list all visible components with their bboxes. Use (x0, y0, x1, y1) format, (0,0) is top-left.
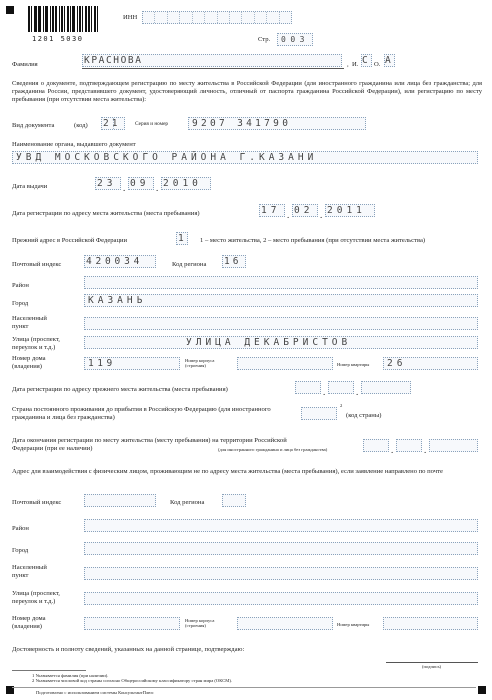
prev-reg-day-field[interactable] (295, 381, 321, 394)
locality-label: Населенный пункт (12, 315, 47, 330)
footer-separator (12, 687, 476, 688)
end-reg-label: Дата окончания регистрации по месту жительства (месту пребывания) на территории Российской Федерации (при ее наличии) (12, 437, 287, 452)
postcode-field-2[interactable] (84, 494, 156, 507)
doc-type-label: Вид документа (12, 122, 55, 129)
issue-year: 2010 (163, 178, 202, 189)
date-dot: . (323, 387, 326, 397)
flat-label: Номер квартиры (337, 362, 370, 367)
reg-month: 02 (294, 205, 314, 216)
reg-day: 17 (261, 205, 281, 216)
barcode-number: 1201 5030 (32, 35, 84, 43)
end-reg-year-field[interactable] (429, 439, 478, 452)
inn-label: ИНН (123, 14, 138, 21)
date-dot: . (320, 210, 323, 220)
flat-field-2[interactable] (383, 617, 478, 630)
street-value: УЛИЦА ДЕКАБРИСТОВ (186, 337, 352, 348)
barcode (28, 6, 98, 32)
surname-value: КРАСНОВА (84, 55, 143, 66)
corner-marker-top-left (6, 6, 14, 14)
footnote-2: 2 Указывается числовой код страны согласно Общероссийскому классификатору стран мира (ОКСМ). (32, 678, 233, 683)
house-label: Номер дома (владения) (12, 355, 46, 370)
initials-letter-i: И. (352, 61, 359, 68)
surname-underline (82, 68, 344, 69)
issuer-label: Наименование органа, выдавшего документ (12, 141, 136, 148)
end-reg-sub: (для иностранного гражданина и лица без гражданства) (218, 447, 328, 452)
region-label: Код региона (172, 261, 207, 268)
house-label-2: Номер дома (владения) (12, 615, 46, 630)
initials-label-1: , (347, 61, 349, 68)
issuer-value: УВД МОСКОВСКОГО РАЙОНА Г.КАЗАНИ (16, 152, 318, 163)
country-code-label: (код страны) (346, 412, 382, 419)
locality-field[interactable] (84, 317, 478, 330)
initial-2-value: А (385, 55, 393, 66)
locality-label-2: Населенный пункт (12, 564, 47, 579)
district-label-2: Район (12, 525, 29, 532)
house-field-2[interactable] (84, 617, 180, 630)
page-label: Стр. (258, 36, 271, 43)
issue-date-label: Дата выдачи (12, 183, 48, 190)
doc-type-value: 21 (103, 118, 121, 129)
region-field-2[interactable] (222, 494, 246, 507)
city-value: КАЗАНЬ (88, 295, 147, 306)
intro-paragraph: Сведения о документе, подтверждающем регистрацию по месту жительства в Российской Федерации (для иностранного гражданина или лица без гражданства; для гражданина России, представившего документ, удостоверяющий личность, отличный от паспорта гражданина Российской Федерации), или регистрацию по месту пребывания (при отсутствии места жительства): (12, 80, 482, 103)
flat-value: 26 (387, 358, 407, 369)
page-number: 003 (281, 35, 309, 44)
inn-field[interactable] (142, 11, 292, 24)
city-field-2[interactable] (84, 542, 478, 555)
end-reg-month-field[interactable] (396, 439, 422, 452)
country-code-field[interactable] (301, 407, 337, 420)
prev-address-label: Прежний адрес в Российской Федерации (12, 237, 128, 244)
district-label: Район (12, 282, 29, 289)
district-field-2[interactable] (84, 519, 478, 532)
prev-reg-year-field[interactable] (361, 381, 411, 394)
date-dot: . (156, 183, 159, 193)
building-field-2[interactable] (237, 617, 333, 630)
signature-label: (подпись) (422, 664, 442, 669)
doc-series-label: Серия и номер (135, 121, 169, 127)
district-field[interactable] (84, 276, 478, 289)
date-dot: . (356, 387, 359, 397)
initial-1-value: С (362, 55, 370, 66)
street-label: Улица (проспект, переулок и т.д.) (12, 336, 60, 351)
issue-day: 23 (97, 178, 117, 189)
initials-letter-o: О. (374, 61, 381, 68)
reg-year: 2011 (327, 205, 366, 216)
country-footnote-mark: 2 (340, 403, 343, 408)
footer-text: Подготовлено с использованием системы КонсультантПлюс (36, 690, 154, 695)
flat-label-2: Номер квартиры (337, 622, 370, 627)
footnote-separator (12, 670, 86, 671)
prev-reg-date-label: Дата регистрации по адресу прежнего места жительства (места пребывания) (12, 386, 228, 393)
end-reg-day-field[interactable] (363, 439, 389, 452)
building-field[interactable] (237, 357, 333, 370)
postcode-label-2: Почтовый индекс (12, 499, 62, 506)
street-label-2: Улица (проспект, переулок и т.д.) (12, 590, 60, 605)
surname-label: Фамилия (12, 61, 38, 68)
date-dot: . (391, 445, 394, 455)
date-dot: . (287, 210, 290, 220)
doc-series-value: 9207 341790 (192, 118, 292, 129)
issue-month: 09 (130, 178, 150, 189)
reg-date-label: Дата регистрации по адресу места жительства (места пребывания) (12, 210, 200, 217)
city-label-2: Город (12, 547, 29, 554)
city-label: Город (12, 300, 29, 307)
confirm-label: Достоверность и полноту сведений, указанных на данной странице, подтверждаю: (12, 646, 245, 653)
footnote-1: 1 Указывается фамилия (при наличии). (32, 673, 109, 678)
corner-marker-bottom-right (478, 686, 486, 694)
street-field-2[interactable] (84, 592, 478, 605)
interaction-label: Адрес для взаимодействия с физическим лицом, проживающим не по адресу места жительства (места пребывания), если заявление направлено по почте (12, 468, 443, 475)
region-value: 16 (224, 256, 242, 267)
prev-address-code: 1 (178, 233, 186, 244)
locality-field-2[interactable] (84, 567, 478, 580)
date-dot: . (123, 183, 126, 193)
prev-address-hint: 1 – место жительства, 2 – место пребывания (при отсутствии места жительства) (200, 237, 426, 244)
doc-code-label: (код) (74, 122, 88, 129)
building-label: Номер корпуса (строения) (185, 358, 215, 368)
postcode-value: 420034 (86, 256, 144, 267)
postcode-label: Почтовый индекс (12, 261, 62, 268)
date-dot: . (424, 445, 427, 455)
country-label: Страна постоянного проживания до прибытия в Российскую Федерацию (для иностранного гражданина и лица без гражданства) (12, 406, 271, 421)
prev-reg-month-field[interactable] (328, 381, 354, 394)
signature-line[interactable] (386, 662, 478, 663)
house-value: 119 (88, 358, 116, 369)
building-label-2: Номер корпуса (строения) (185, 618, 215, 628)
region-label-2: Код региона (170, 499, 205, 506)
